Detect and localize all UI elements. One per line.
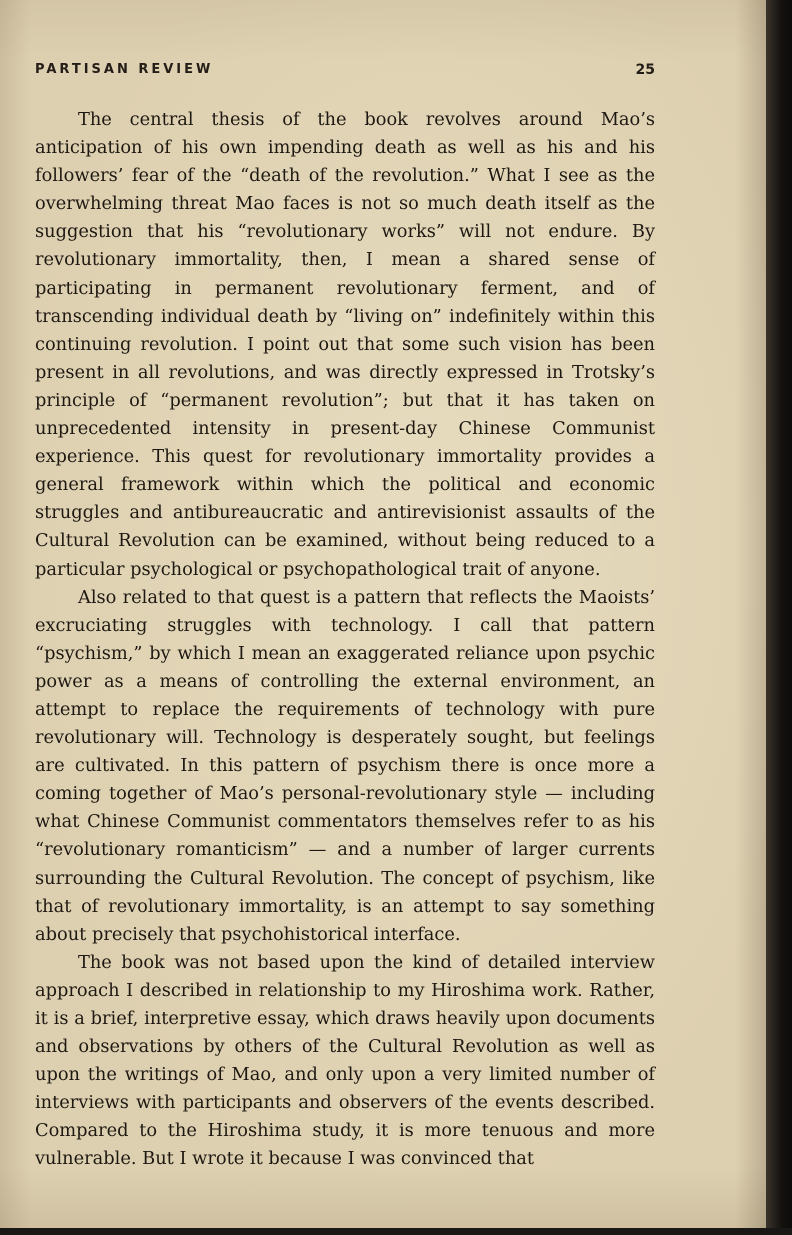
body-text bbox=[35, 106, 655, 1174]
page-bottom-shadow bbox=[0, 1228, 792, 1235]
paragraph-1: The central thesis of the book revolves around Mao’s anticipation of his own impending death as well as his and his followers’ fear of the “death of the revolution.” What I see as the overwhelming threat Mao faces is not so much death itself as the suggestion that his “revolutionary works” will not endure. By revolutionary immortality, then, I mean a shared sense of participating in permanent revolutionary ferment, and of transcending individual death by “living on” indefinitely within this continuing revolution. I point out that some such vision has been present in all revolutions, and was directly expressed in Trotsky’s principle of “permanent revolution”; but that it has taken on unprecedented intensity in present-day Chinese Communist experience. This quest for revolutionary immortality provides a general framework within which the political and economic struggles and antibureaucratic and antirevisionist assaults of the Cultural Revolution can be examined, without being reduced to a particular psychological or psychopathological trait of anyone. bbox=[35, 109, 655, 580]
journal-title: PARTISAN REVIEW bbox=[35, 62, 214, 77]
paragraph-2: Also related to that quest is a pattern that reflects the Maoists’ excruciating struggles with technology. I call that pattern “psychism,” by which I mean an exaggerated reliance upon psychic power as a means of controlling the external environment, an attempt to replace the requirements of technology with pure revolutionary will. Technology is desperately sought, but feelings are cultivated. In this pattern of psychism there is once more a coming together of Mao’s personal-revolutionary style — including what Chinese Communist commentators themselves refer to as his “revolutionary romanticism” — and a number of larger currents surrounding the Cultural Revolution. The concept of psychism, like that of revolutionary immortality, is an attempt to say something about precisely that psychohistorical interface. bbox=[35, 586, 655, 945]
page-edge-shadow bbox=[766, 0, 792, 1235]
paragraph-3: The book was not based upon the kind of detailed interview approach I described in relationship to my Hiroshima work. Rather, it is a brief, interpretive essay, which draws heavily upon documents and observations by others of the Cultural Revolution as well as upon the writings of Mao, and only upon a very limited number of interviews with participants and observers of the events described. Compared to the Hiroshima study, it is more tenuous and more vulnerable. But I wrote it because I was convinced that bbox=[35, 951, 655, 1170]
running-head bbox=[35, 62, 655, 86]
page-number: 25 bbox=[635, 62, 655, 78]
